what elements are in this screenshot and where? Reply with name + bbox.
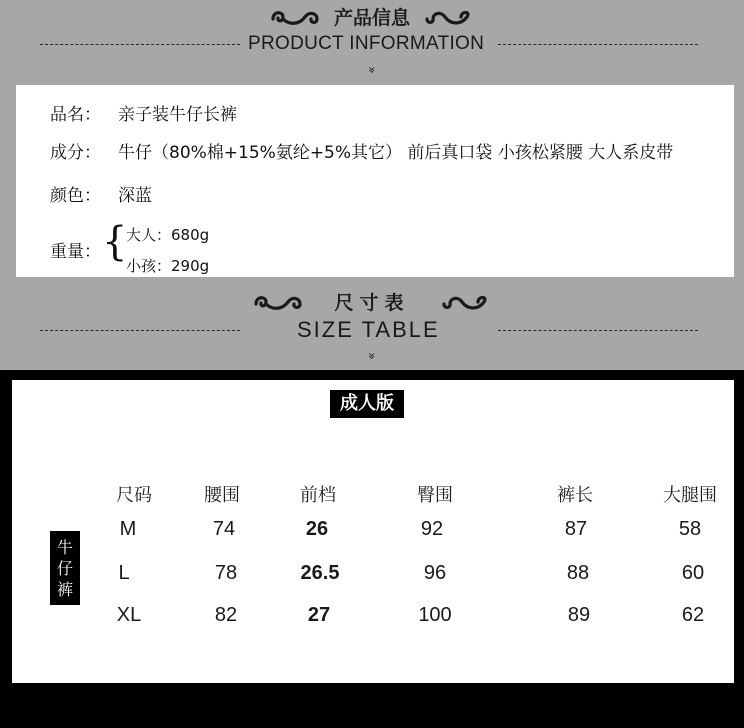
jeans-side-label bbox=[50, 531, 80, 605]
side-label-char: 仔 bbox=[56, 559, 73, 578]
table-cell-hip: 96 bbox=[423, 562, 447, 584]
table-cell-front-rise: 26.5 bbox=[300, 562, 340, 584]
weight-adult: 大人：680g bbox=[126, 226, 210, 244]
adult-version-badge: 成人版 bbox=[330, 390, 404, 418]
table-cell-hip: 100 bbox=[418, 604, 452, 626]
swirl-ornament-icon bbox=[252, 292, 304, 312]
info-row-composition: 成分： 牛仔（80%棉+15%氨纶+5%其它） 前后真口袋 小孩松紧腰 大人系皮带 bbox=[50, 143, 674, 163]
chevron-down-icon: » bbox=[365, 352, 379, 360]
table-cell-length: 87 bbox=[564, 518, 588, 540]
product-info-title: 产品信息 bbox=[0, 3, 744, 30]
chevron-down-icon: » bbox=[365, 66, 379, 74]
product-info-subtitle: PRODUCT INFORMATION bbox=[248, 33, 485, 54]
swirl-ornament-icon bbox=[269, 7, 321, 27]
table-cell-front-rise: 27 bbox=[307, 604, 331, 626]
size-table-title: 尺寸表 bbox=[0, 288, 744, 315]
dashed-rule-right bbox=[498, 330, 698, 331]
dashed-rule-right bbox=[498, 44, 698, 45]
info-row-color: 颜色： 深蓝 bbox=[50, 186, 152, 206]
info-weight-label: 重量： bbox=[50, 242, 101, 262]
table-cell-thigh: 62 bbox=[681, 604, 705, 626]
table-cell-waist: 78 bbox=[214, 562, 238, 584]
table-cell-thigh: 60 bbox=[681, 562, 705, 584]
table-cell-size: L bbox=[118, 562, 130, 584]
weight-child: 小孩：290g bbox=[126, 257, 210, 275]
size-table-subtitle: SIZE TABLE bbox=[297, 317, 440, 342]
table-cell-thigh: 58 bbox=[678, 518, 702, 540]
table-cell-length: 88 bbox=[566, 562, 590, 584]
dashed-rule-left bbox=[40, 44, 240, 45]
front-rise-col-header: 前档 bbox=[300, 485, 336, 506]
swirl-ornament-icon bbox=[423, 7, 475, 27]
table-cell-waist: 74 bbox=[212, 518, 236, 540]
dashed-rule-left bbox=[40, 330, 240, 331]
length-col-header: 裤长 bbox=[557, 485, 593, 506]
table-cell-length: 89 bbox=[567, 604, 591, 626]
brace-icon: { bbox=[102, 219, 128, 265]
swirl-ornament-icon bbox=[440, 292, 492, 312]
table-cell-hip: 92 bbox=[420, 518, 444, 540]
hip-col-header: 臀围 bbox=[417, 485, 453, 506]
table-cell-size: M bbox=[119, 518, 137, 540]
info-row-name: 品名： 亲子装牛仔长裤 bbox=[50, 105, 237, 125]
side-label-char: 牛 bbox=[56, 538, 73, 557]
thigh-col-header: 大腿围 bbox=[663, 485, 717, 506]
waist-col-header: 腰围 bbox=[204, 485, 240, 506]
table-cell-size: XL bbox=[116, 604, 142, 626]
table-cell-front-rise: 26 bbox=[305, 518, 329, 540]
table-cell-waist: 82 bbox=[214, 604, 238, 626]
size-col-header: 尺码 bbox=[116, 485, 152, 506]
side-label-char: 裤 bbox=[56, 580, 73, 599]
